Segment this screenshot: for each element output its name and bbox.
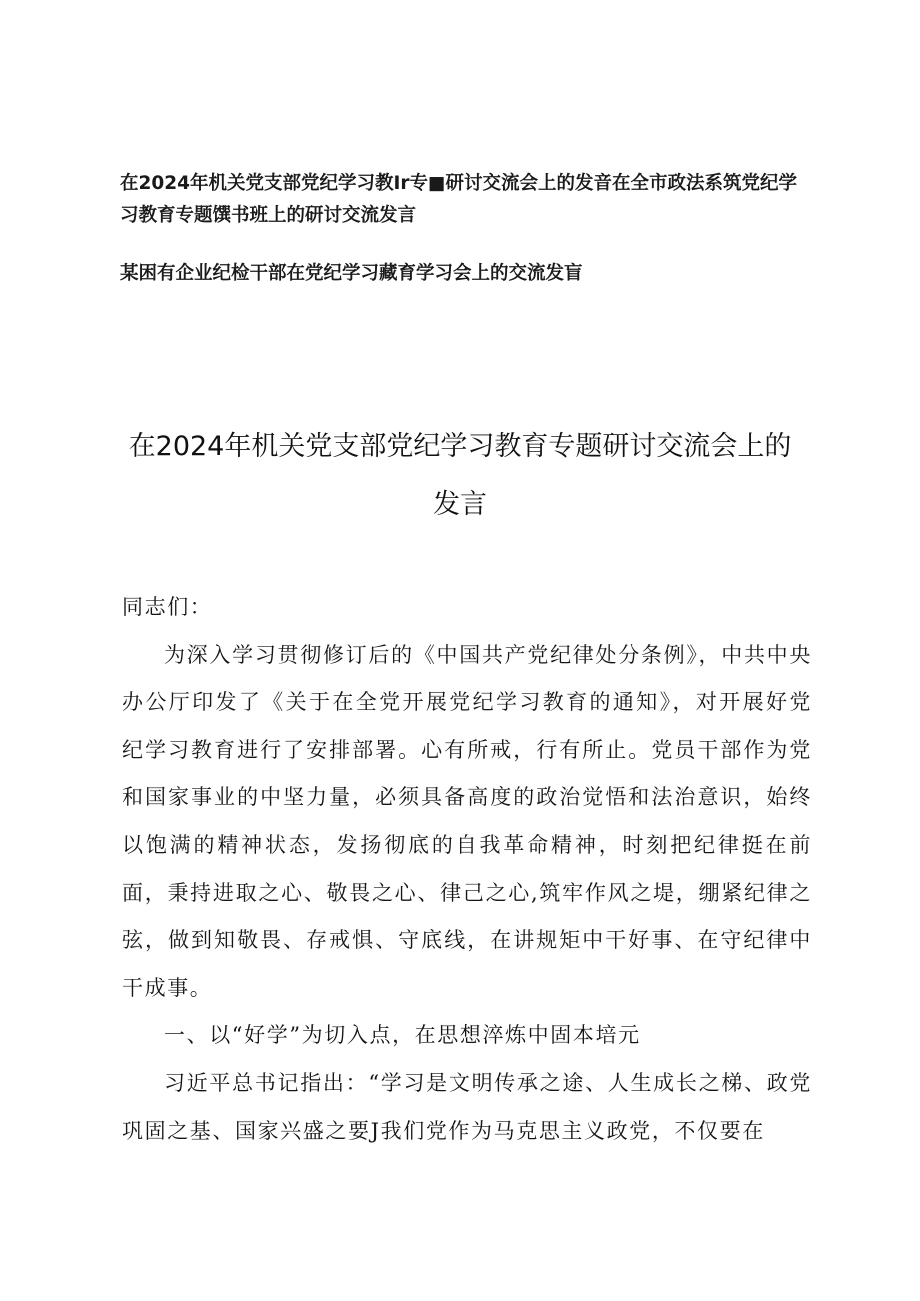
toc-entry: 在2024年机关党支部党纪学习教Ir专■研讨交流会上的发音在全市政法系筑党纪学习教育专题馔书班上的研讨交流发言 bbox=[120, 173, 797, 226]
salutation: 同志们： bbox=[122, 595, 213, 619]
toc-entry: 某困有企业纪检干部在党纪学习藏育学习会上的交流发盲 bbox=[120, 263, 583, 284]
document-body bbox=[122, 584, 812, 1155]
document-title bbox=[100, 418, 820, 534]
body-paragraph: 习近平总书记指出：“学习是文明传承之途、人生成长之梯、政党巩固之基、国家兴盛之要J我们党作为马克思主义政党，不仅要在 bbox=[122, 1070, 812, 1143]
title-line: 发言 bbox=[433, 489, 487, 520]
body-paragraph: 为深入学习贯彻修订后的《中国共产党纪律处分条例》，中共中央办公厅印发了《关于在全党开展党纪学习教育的通知》，对开展好党纪学习教育进行了安排部署。心有所戒，行有所止。党员干部作为党和国家事业的中坚力量，必须具备高度的政治觉悟和法治意识，始终以饱满的精神状态，发扬彻底的自我革命精神，时刻把纪律挺在前面，秉持进取之心、敬畏之心、律己之心,筑牢作风之堤，绷紧纪律之弦，做到知敬畏、存戒惧、守底线，在讲规矩中干好事、在守纪律中干成事。 bbox=[122, 642, 812, 1000]
title-line: 在2024年机关党支部党纪学习教育专题研讨交流会上的 bbox=[128, 431, 792, 462]
section-heading: 一、以“好学”为切入点，在思想淬炼中固本培元 bbox=[164, 1023, 641, 1048]
table-of-contents bbox=[120, 168, 810, 290]
